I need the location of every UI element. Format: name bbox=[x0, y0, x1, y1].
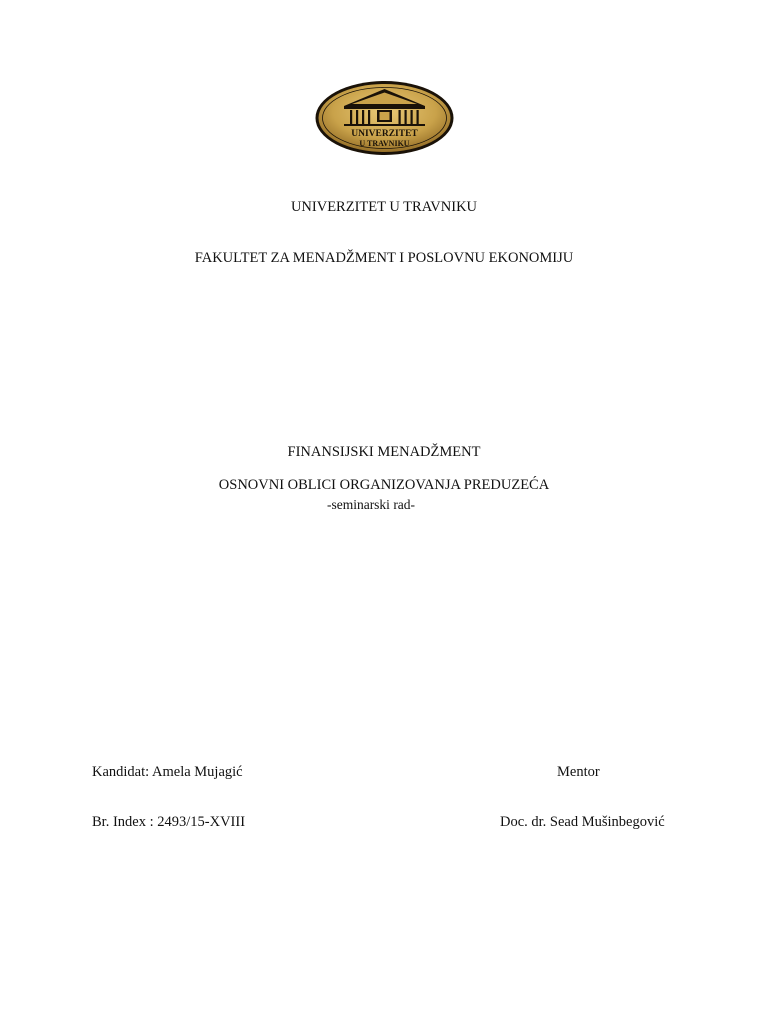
index-number: Br. Index : 2493/15-XVIII bbox=[92, 814, 246, 830]
logo-text-line1: UNIVERZITET bbox=[351, 129, 418, 139]
university-logo bbox=[314, 80, 455, 156]
university-name: UNIVERZITET U TRAVNIKU bbox=[290, 199, 478, 215]
mentor-name: Doc. dr. Sead Mušinbegović bbox=[500, 814, 665, 830]
subject-title: FINANSIJSKI MENADŽMENT bbox=[287, 444, 481, 460]
logo-text-line2: U TRAVNIKU bbox=[359, 139, 410, 148]
faculty-name: FAKULTET ZA MENADŽMENT I POSLOVNU EKONOMIJU bbox=[194, 250, 574, 266]
candidate-name: Kandidat: Amela Mujagić bbox=[92, 764, 243, 780]
mentor-label: Mentor bbox=[557, 764, 600, 780]
paper-type: -seminarski rad- bbox=[326, 497, 416, 512]
paper-topic: OSNOVNI OBLICI ORGANIZOVANJA PREDUZEĆA bbox=[218, 477, 550, 493]
